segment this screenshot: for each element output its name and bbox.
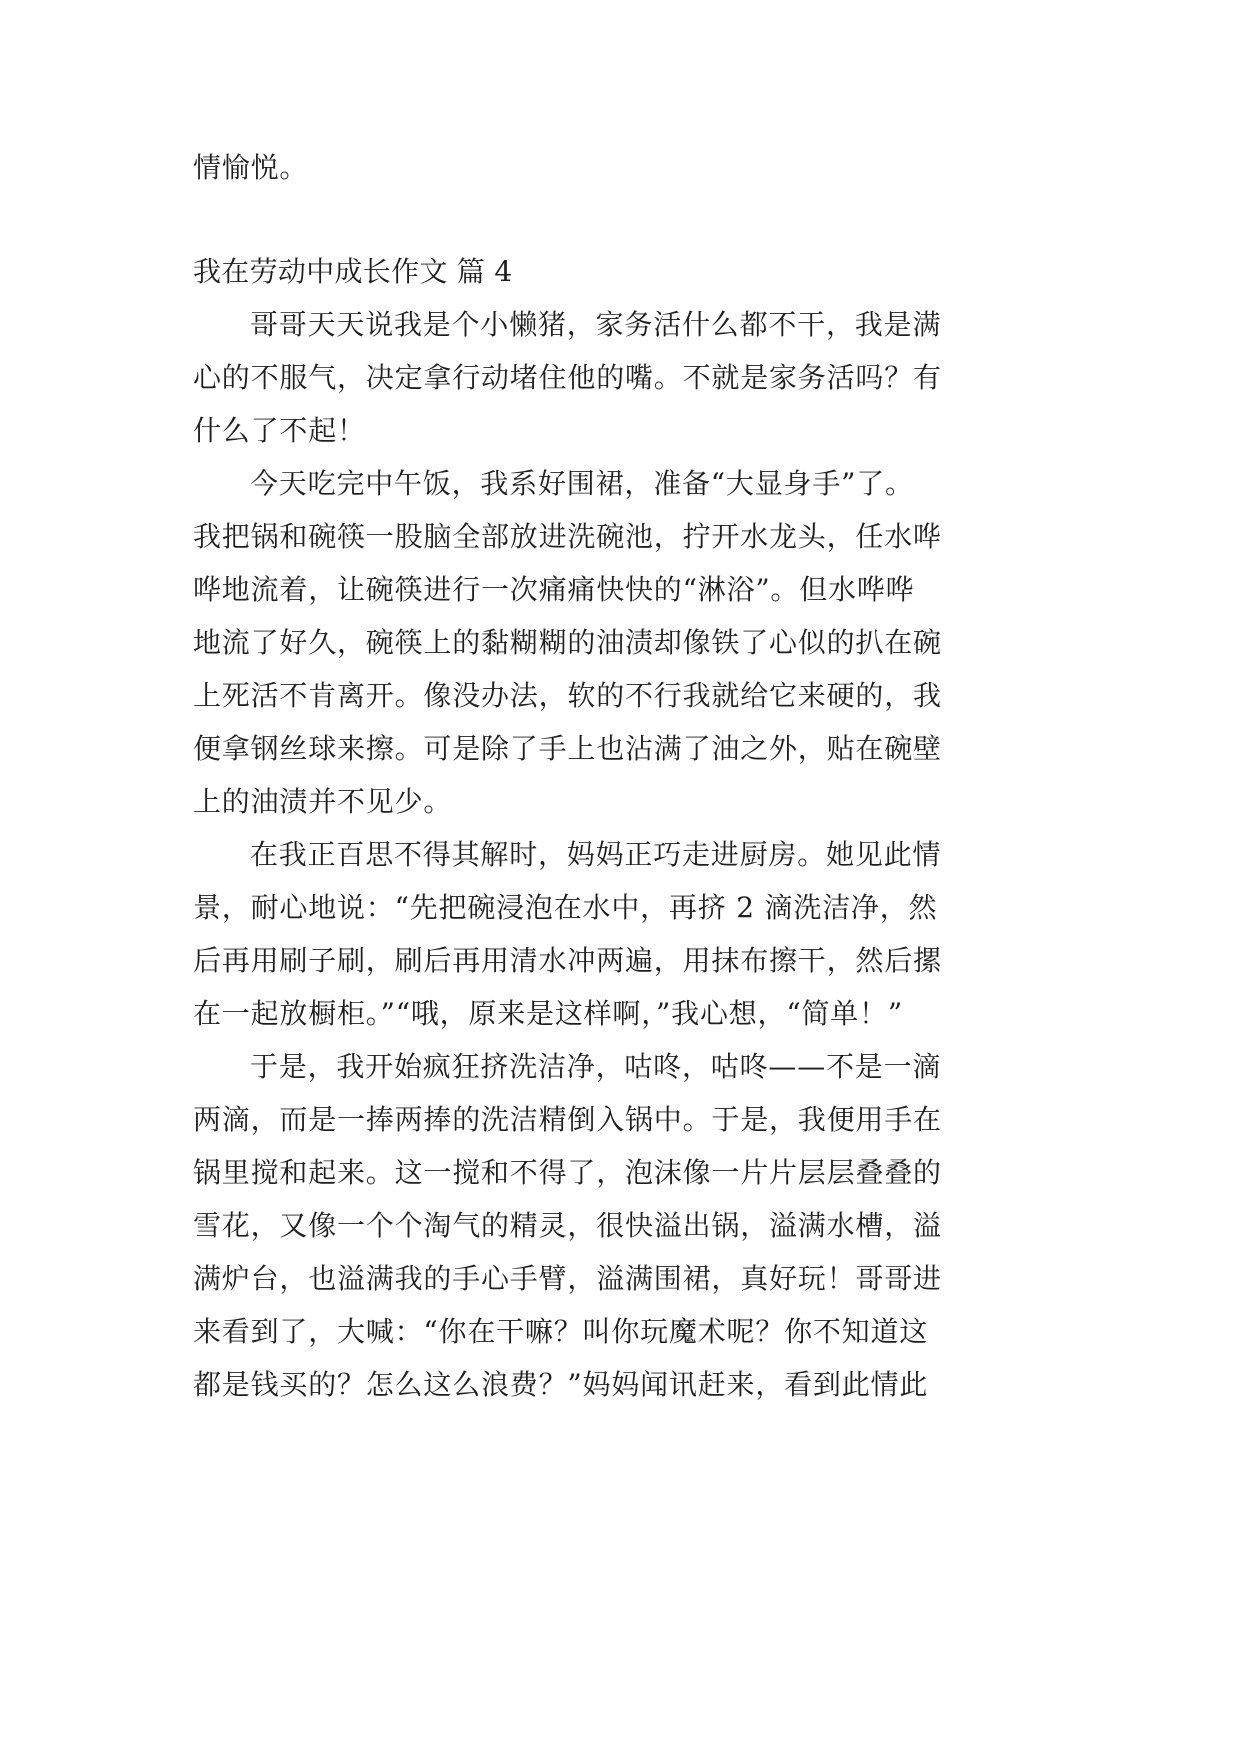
paragraph-2-line-6: 便拿钢丝球来擦。可是除了手上也沾满了油之外，贴在碗壁 — [193, 732, 942, 765]
paragraph-2-line-4: 地流了好久，碗筷上的黏糊糊的油渍却像铁了心似的扒在碗 — [193, 626, 942, 659]
paragraph-2-line-7: 上的油渍并不见少。 — [193, 785, 453, 818]
paragraph-3-line-3: 后再用刷子刷，刷后再用清水冲两遍，用抹布擦干，然后摞 — [193, 944, 942, 977]
paragraph-3-line-4: 在一起放橱柜。”“哦，原来是这样啊，”我心想，“简单！” — [193, 997, 903, 1030]
paragraph-4-line-5: 满炉台，也溢满我的手心手臂，溢满围裙，真好玩！哥哥进 — [193, 1262, 942, 1295]
paragraph-4-line-7: 都是钱买的？怎么这么浪费？”妈妈闻讯赶来，看到此情此 — [193, 1368, 929, 1401]
paragraph-4-line-1: 于是，我开始疯狂挤洗洁净，咕咚，咕咚——不是一滴 — [250, 1050, 942, 1083]
paragraph-2-line-5: 上死活不肯离开。像没办法，软的不行我就给它来硬的，我 — [193, 679, 942, 712]
paragraph-2-line-1: 今天吃完中午饭，我系好围裙，准备“大显身手”了。 — [250, 467, 914, 500]
section-title: 我在劳动中成长作文 篇 4 — [193, 255, 513, 288]
paragraph-2-line-2: 我把锅和碗筷一股脑全部放进洗碗池，拧开水龙头，任水哗 — [193, 520, 942, 553]
paragraph-4-line-6: 来看到了，大喊：“你在干嘛？叫你玩魔术呢？你不知道这 — [193, 1315, 929, 1348]
paragraph-2-line-3: 哗地流着，让碗筷进行一次痛痛快快的“淋浴”。但水哗哗 — [193, 573, 915, 606]
paragraph-4-line-2: 两滴，而是一捧两捧的洗洁精倒入锅中。于是，我便用手在 — [193, 1103, 942, 1136]
paragraph-1-line-3: 什么了不起！ — [193, 414, 366, 447]
paragraph-1-line-1: 哥哥天天说我是个小懒猪，家务活什么都不干，我是满 — [250, 308, 942, 341]
paragraph-1-line-2: 心的不服气，决定拿行动堵住他的嘴。不就是家务活吗？有 — [193, 361, 942, 394]
paragraph-4-line-3: 锅里搅和起来。这一搅和不得了，泡沫像一片片层层叠叠的 — [193, 1156, 942, 1189]
text-line-continuation: 情愉悦。 — [193, 151, 309, 184]
paragraph-4-line-4: 雪花，又像一个个淘气的精灵，很快溢出锅，溢满水槽，溢 — [193, 1209, 942, 1242]
paragraph-3-line-1: 在我正百思不得其解时，妈妈正巧走进厨房。她见此情 — [250, 838, 942, 871]
paragraph-3-line-2: 景，耐心地说：“先把碗浸泡在水中，再挤 2 滴洗洁净，然 — [193, 891, 938, 924]
